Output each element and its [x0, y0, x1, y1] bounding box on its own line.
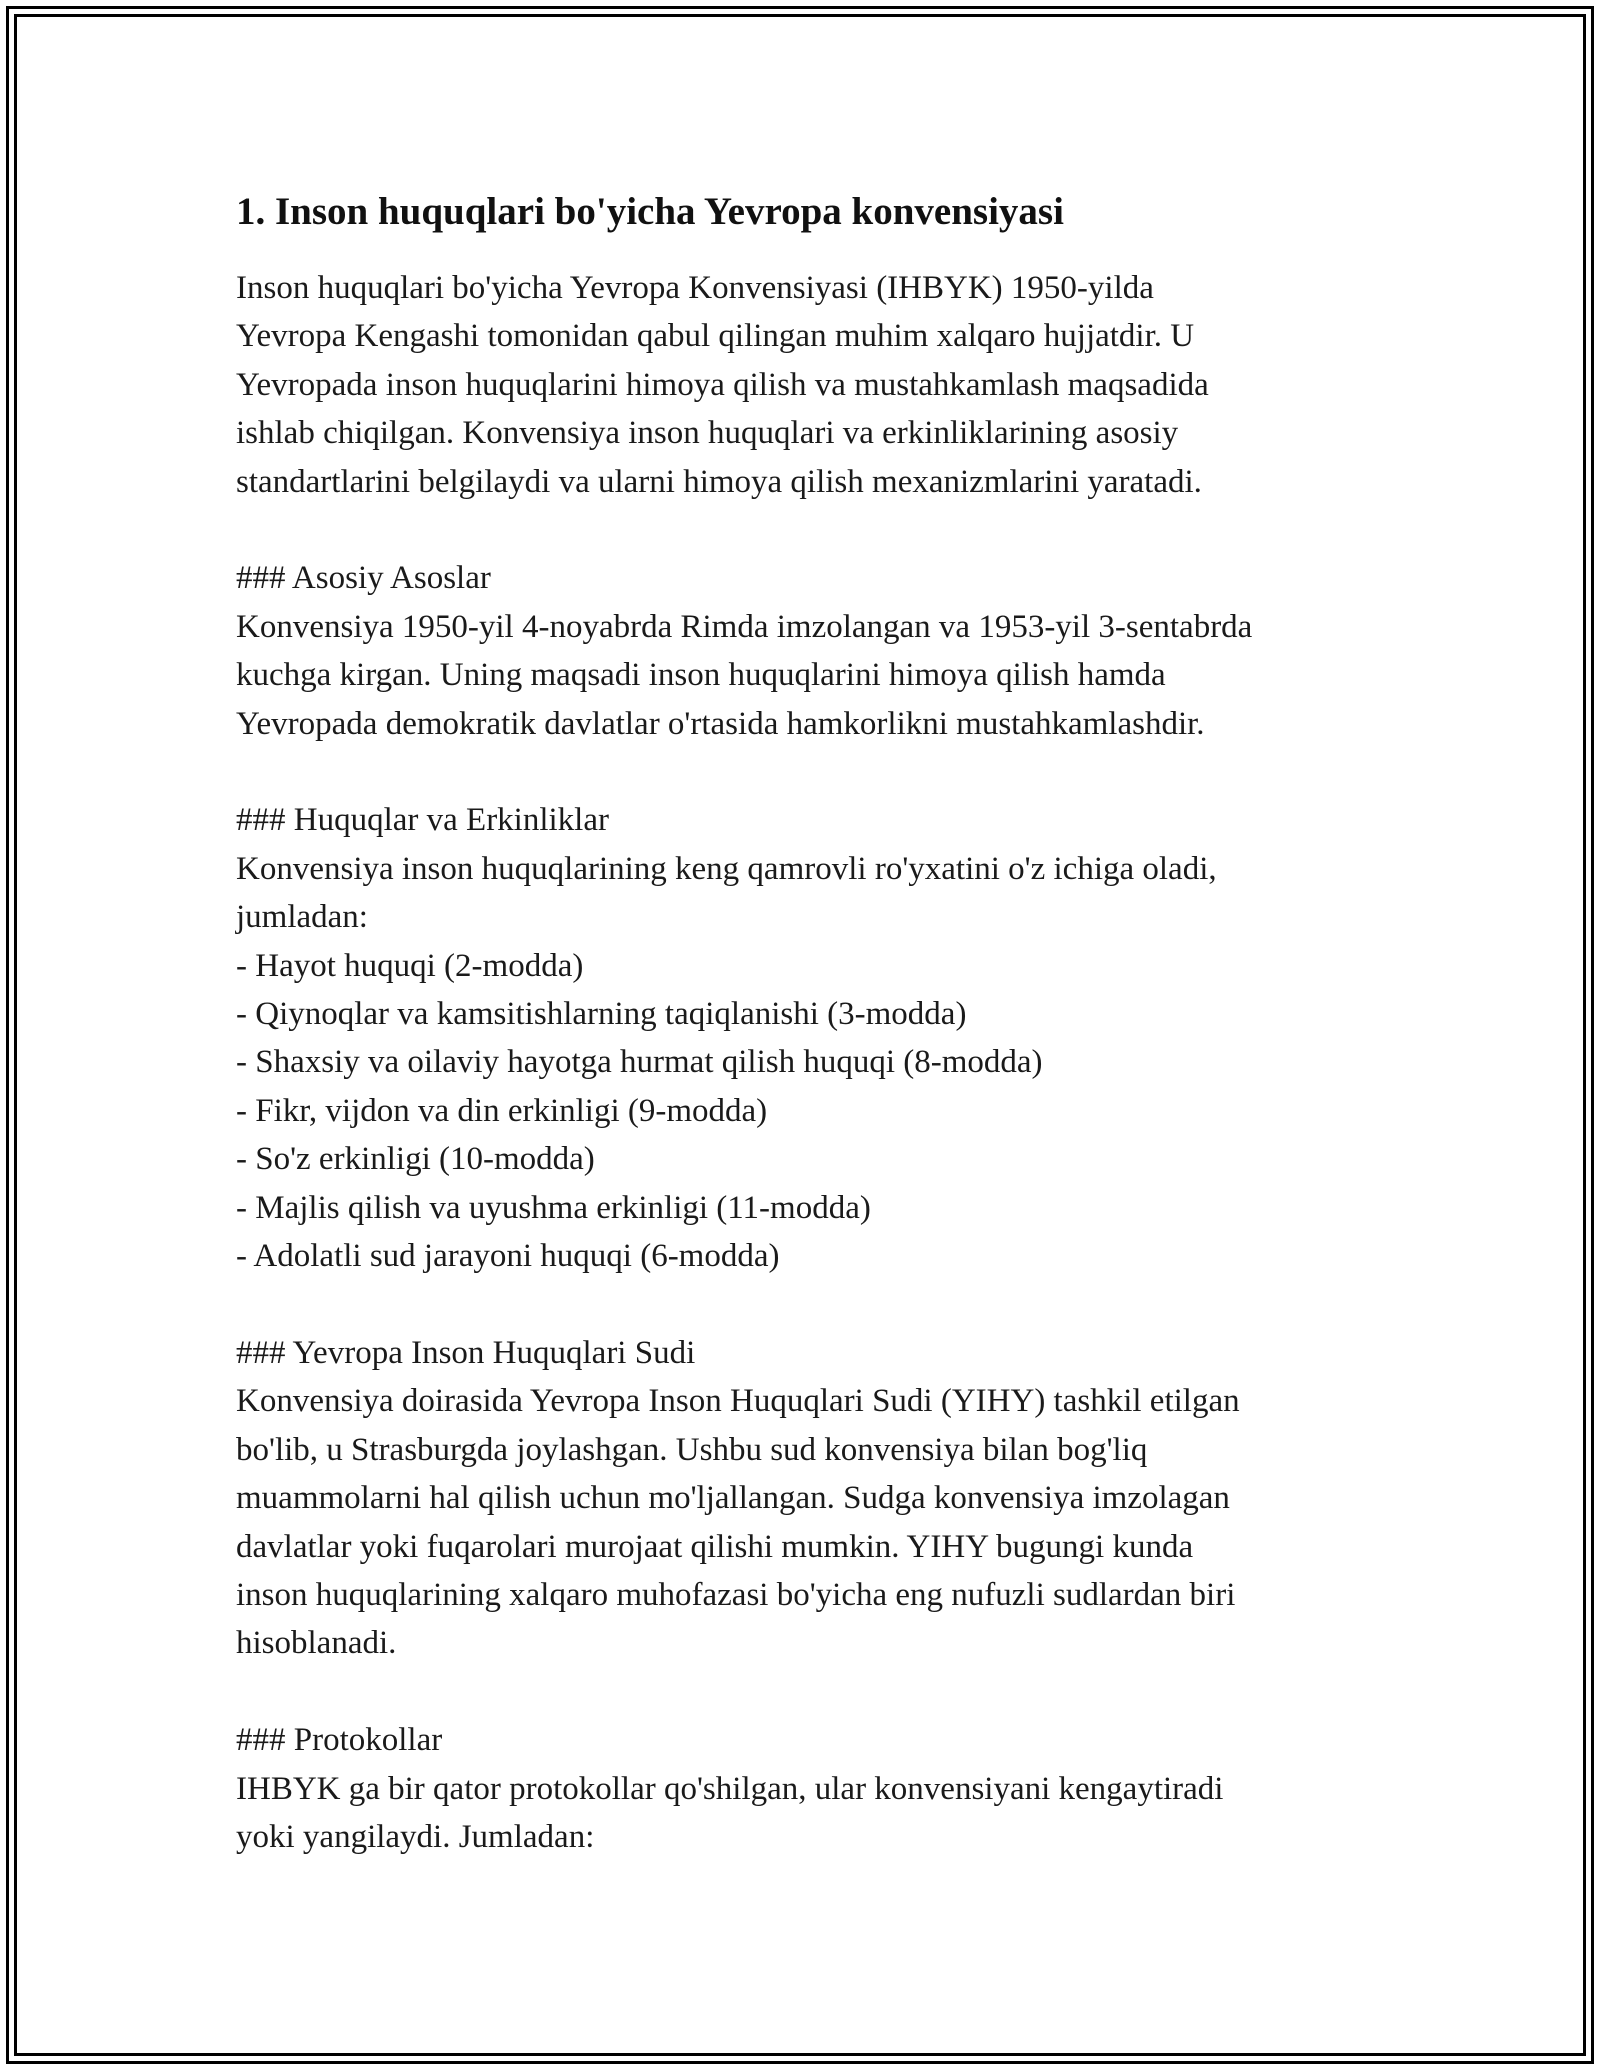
section-line: yoki yangilaydi. Jumladan:	[236, 1818, 595, 1855]
section-line: muammolarni hal qilish uchun mo'ljallangan. Sudga konvensiya imzolagan	[236, 1480, 1230, 1517]
list-item: - Fikr, vijdon va din erkinligi (9-modda)	[236, 1092, 768, 1129]
list-item: - Majlis qilish va uyushma erkinligi (11-modda)	[236, 1189, 871, 1226]
section-huquqlar	[236, 796, 1396, 1280]
section-asosiy-asoslar	[236, 554, 1396, 748]
section-line: kuchga kirgan. Uning maqsadi inson huquqlarini himoya qilish hamda	[236, 657, 1166, 694]
intro-paragraph	[236, 264, 1396, 506]
section-heading: ### Asosiy Asoslar	[236, 560, 491, 597]
section-heading: ### Huquqlar va Erkinliklar	[236, 802, 609, 839]
section-line: Konvensiya 1950-yil 4-noyabrda Rimda imzolangan va 1953-yil 3-sentabrda	[236, 608, 1253, 645]
section-line: jumladan:	[236, 899, 368, 936]
list-item: - So'z erkinligi (10-modda)	[236, 1141, 595, 1178]
document-body	[236, 186, 1396, 1861]
section-line: Konvensiya doirasida Yevropa Inson Huquqlari Sudi (YIHY) tashkil etilgan	[236, 1383, 1240, 1420]
section-line: davlatlar yoki fuqarolari murojaat qilishi mumkin. YIHY bugungi kunda	[236, 1528, 1194, 1565]
section-sud	[236, 1329, 1396, 1668]
section-line: bo'lib, u Strasburgda joylashgan. Ushbu sud konvensiya bilan bog'liq	[236, 1431, 1148, 1468]
section-protokollar	[236, 1716, 1396, 1861]
list-item: - Hayot huquqi (2-modda)	[236, 947, 584, 984]
section-line: inson huquqlarining xalqaro muhofazasi bo'yicha eng nufuzli sudlardan biri	[236, 1576, 1236, 1613]
intro-line: Yevropa Kengashi tomonidan qabul qilingan muhim xalqaro hujjatdir. U	[236, 318, 1195, 355]
section-line: Yevropada demokratik davlatlar o'rtasida hamkorlikni mustahkamlashdir.	[236, 705, 1205, 742]
intro-line: ishlab chiqilgan. Konvensiya inson huquqlari va erkinliklarining asosiy	[236, 415, 1179, 452]
section-line: IHBYK ga bir qator protokollar qo'shilgan, ular konvensiyani kengaytiradi	[236, 1770, 1224, 1807]
list-item: - Shaxsiy va oilaviy hayotga hurmat qilish huquqi (8-modda)	[236, 1044, 1043, 1081]
section-heading: ### Protokollar	[236, 1722, 443, 1759]
section-line: Konvensiya inson huquqlarining keng qamrovli ro'yxatini o'z ichiga oladi,	[236, 850, 1217, 887]
list-item: - Qiynoqlar va kamsitishlarning taqiqlanishi (3-modda)	[236, 996, 967, 1033]
list-item: - Adolatli sud jarayoni huquqi (6-modda)	[236, 1238, 780, 1275]
intro-line: standartlarini belgilaydi va ularni himoya qilish mexanizmlarini yaratadi.	[236, 463, 1202, 500]
section-heading: ### Yevropa Inson Huquqlari Sudi	[236, 1334, 696, 1371]
document-title: 1. Inson huquqlari bo'yicha Yevropa konvensiyasi	[236, 190, 1064, 233]
section-line: hisoblanadi.	[236, 1625, 397, 1662]
intro-line: Yevropada inson huquqlarini himoya qilish va mustahkamlash maqsadida	[236, 366, 1209, 403]
intro-line: Inson huquqlari bo'yicha Yevropa Konvensiyasi (IHBYK) 1950-yilda	[236, 270, 1154, 306]
